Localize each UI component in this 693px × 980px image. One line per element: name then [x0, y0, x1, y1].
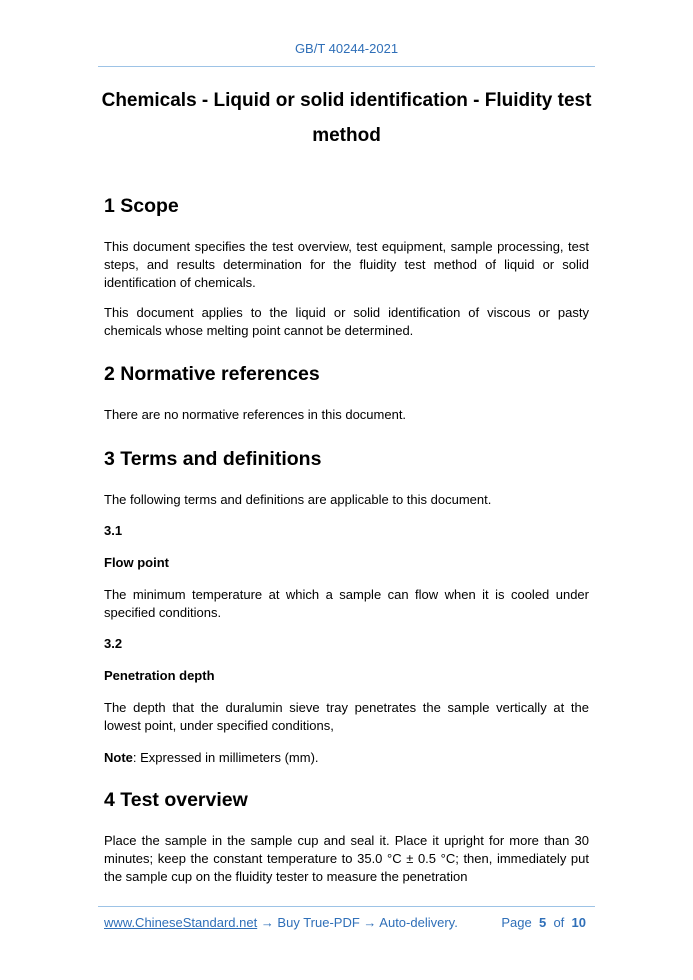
footer-promo-text: → Buy True-PDF → Auto-delivery.	[257, 915, 458, 930]
term-penetration-depth: Penetration depth	[104, 668, 215, 683]
footer-site-link[interactable]: www.ChineseStandard.net	[104, 915, 258, 930]
term-flow-point: Flow point	[104, 555, 169, 570]
of-label: of	[553, 915, 565, 930]
section-heading-terms-definitions: 3 Terms and definitions	[104, 448, 322, 470]
header-divider	[98, 66, 595, 67]
term-penetration-depth-definition: The depth that the duralumin sieve tray penetrates the sample vertically at the lowest point, under specified conditions,	[104, 700, 589, 733]
scope-paragraph-2: This document applies to the liquid or solid identification of viscous or pasty chemicals whose melting point cannot be determined.	[104, 305, 589, 338]
page-number	[501, 915, 586, 930]
term-flow-point-definition: The minimum temperature at which a sample can flow when it is cooled under specified conditions.	[104, 587, 589, 620]
section-heading-scope: 1 Scope	[104, 195, 179, 217]
note-text: : Expressed in millimeters (mm).	[132, 750, 319, 765]
note-label: Note	[104, 750, 133, 765]
title-line-1: Chemicals - Liquid or solid identification - Fluidity test	[101, 90, 592, 111]
title-line-2: method	[312, 125, 381, 146]
document-title	[98, 84, 595, 153]
normative-references-paragraph: There are no normative references in this document.	[104, 407, 407, 422]
test-overview-paragraph: Place the sample in the sample cup and seal it. Place it upright for more than 30 minutes; keep the constant temperature to 35.0 °C ± 0.5 °C; then, immediately put the sample cup on the fluidity tester to measure the penetration	[104, 833, 589, 884]
page-header-standard: GB/T 40244-2021	[294, 41, 399, 56]
section-heading-test-overview: 4 Test overview	[104, 789, 248, 811]
footer-promo	[104, 915, 458, 930]
page-label: Page	[501, 915, 532, 930]
term-number-3-1: 3.1	[104, 523, 123, 538]
scope-paragraph-1: This document specifies the test overview, test equipment, sample processing, test steps, and results determination for the fluidity test method of liquid or solid identification of chemicals.	[104, 239, 589, 290]
document-body	[104, 193, 589, 886]
footer-divider	[98, 906, 595, 907]
note-paragraph	[104, 749, 589, 767]
page-footer	[104, 915, 586, 930]
terms-intro-paragraph: The following terms and definitions are applicable to this document.	[104, 492, 492, 507]
total-pages: 10	[571, 915, 586, 930]
section-heading-normative-references: 2 Normative references	[104, 363, 320, 385]
term-number-3-2: 3.2	[104, 636, 123, 651]
current-page: 5	[538, 915, 547, 930]
